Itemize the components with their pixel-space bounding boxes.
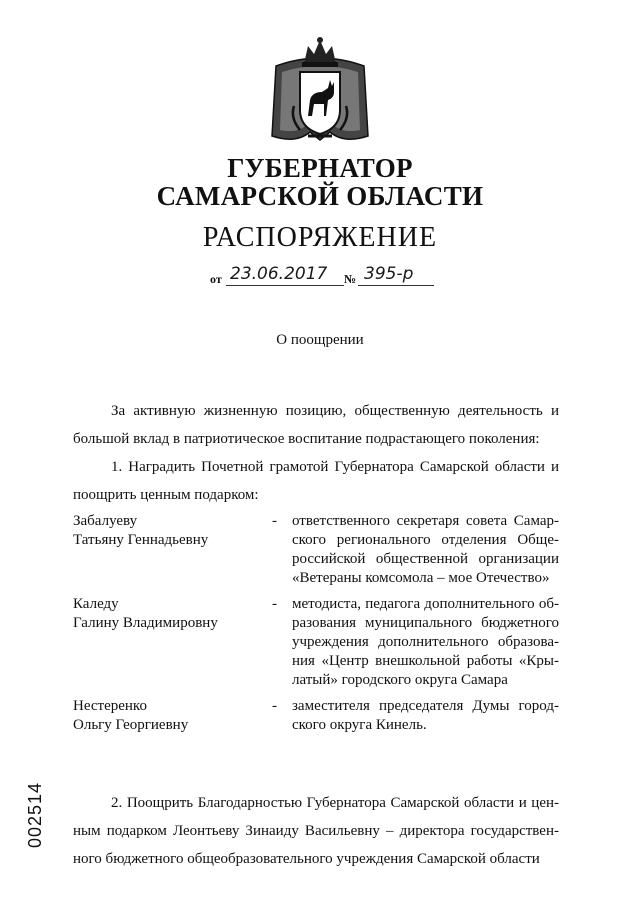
coat-of-arms-icon — [268, 36, 372, 148]
position-line: ского регионального отделения Обще- — [292, 532, 559, 548]
recipient-given-names: Галину Владимировну — [73, 615, 218, 631]
issuer-title-line2: САМАРСКОЙ ОБЛАСТИ — [156, 181, 484, 211]
position-line: российской общественной организации — [292, 551, 559, 567]
document-subject: О поощрении — [276, 332, 364, 348]
item2-line: ным подарком Леонтьеву Зинаиду Васильевну – директора государствен- — [73, 823, 559, 839]
item2-paragraph — [73, 789, 559, 873]
issuer-title-line1: ГУБЕРНАТОР — [227, 153, 413, 183]
position-line: учреждения дополнительного образова- — [292, 634, 559, 650]
position-line: разования муниципального бюджетного — [292, 615, 559, 631]
item1-line: поощрить ценным подарком: — [73, 487, 259, 503]
side-registration-number: 002514 — [25, 781, 45, 848]
preamble-line: За активную жизненную позицию, общественную деятельность и — [111, 403, 559, 419]
preamble-line: большой вклад в патриотическое воспитание подрастающего поколения: — [73, 431, 540, 447]
recipient-given-names: Татьяну Геннадьевну — [73, 532, 209, 548]
date-handwritten: 23.06.2017 — [230, 264, 328, 284]
item2-line: ного бюджетного общеобразовательного учреждения Самарской области — [73, 851, 540, 867]
recipient-surname: Каледу — [73, 596, 119, 612]
number-handwritten: 395-р — [364, 264, 414, 284]
recipient-name — [73, 512, 263, 550]
recipient-surname: Нестеренко — [73, 698, 147, 714]
number-prefix: № — [344, 272, 357, 286]
dash: - — [272, 596, 277, 612]
position-line: «Ветераны комсомола – мое Отечество» — [292, 570, 550, 586]
recipient-surname: Забалуеву — [73, 513, 138, 529]
date-prefix: от — [210, 272, 222, 286]
document-type: РАСПОРЯЖЕНИЕ — [202, 222, 438, 253]
dash: - — [272, 698, 277, 714]
date-underline — [226, 285, 344, 286]
position-line: ния «Центр внешкольной работы «Кры- — [292, 653, 559, 669]
position-line: методиста, педагога дополнительного об- — [292, 596, 559, 612]
item2-line: 2. Поощрить Благодарностью Губернатора Самарской области и цен- — [111, 795, 559, 811]
position-line: заместителя председателя Думы город- — [292, 698, 559, 714]
recipient-position — [292, 595, 559, 690]
recipient-position — [292, 512, 559, 588]
item1-line: 1. Наградить Почетной грамотой Губернатора Самарской области и — [111, 459, 559, 475]
item1-paragraph — [73, 453, 559, 509]
position-line: латый» городского округа Самара — [292, 672, 508, 688]
recipient-name — [73, 697, 263, 735]
position-line: ского округа Кинель. — [292, 717, 427, 733]
number-underline — [358, 285, 434, 286]
recipient-name — [73, 595, 263, 633]
preamble-paragraph — [73, 397, 559, 453]
position-line: ответственного секретаря совета Самар- — [292, 513, 559, 529]
dash: - — [272, 513, 277, 529]
recipient-given-names: Ольгу Георгиевну — [73, 717, 189, 733]
recipient-position — [292, 697, 559, 735]
